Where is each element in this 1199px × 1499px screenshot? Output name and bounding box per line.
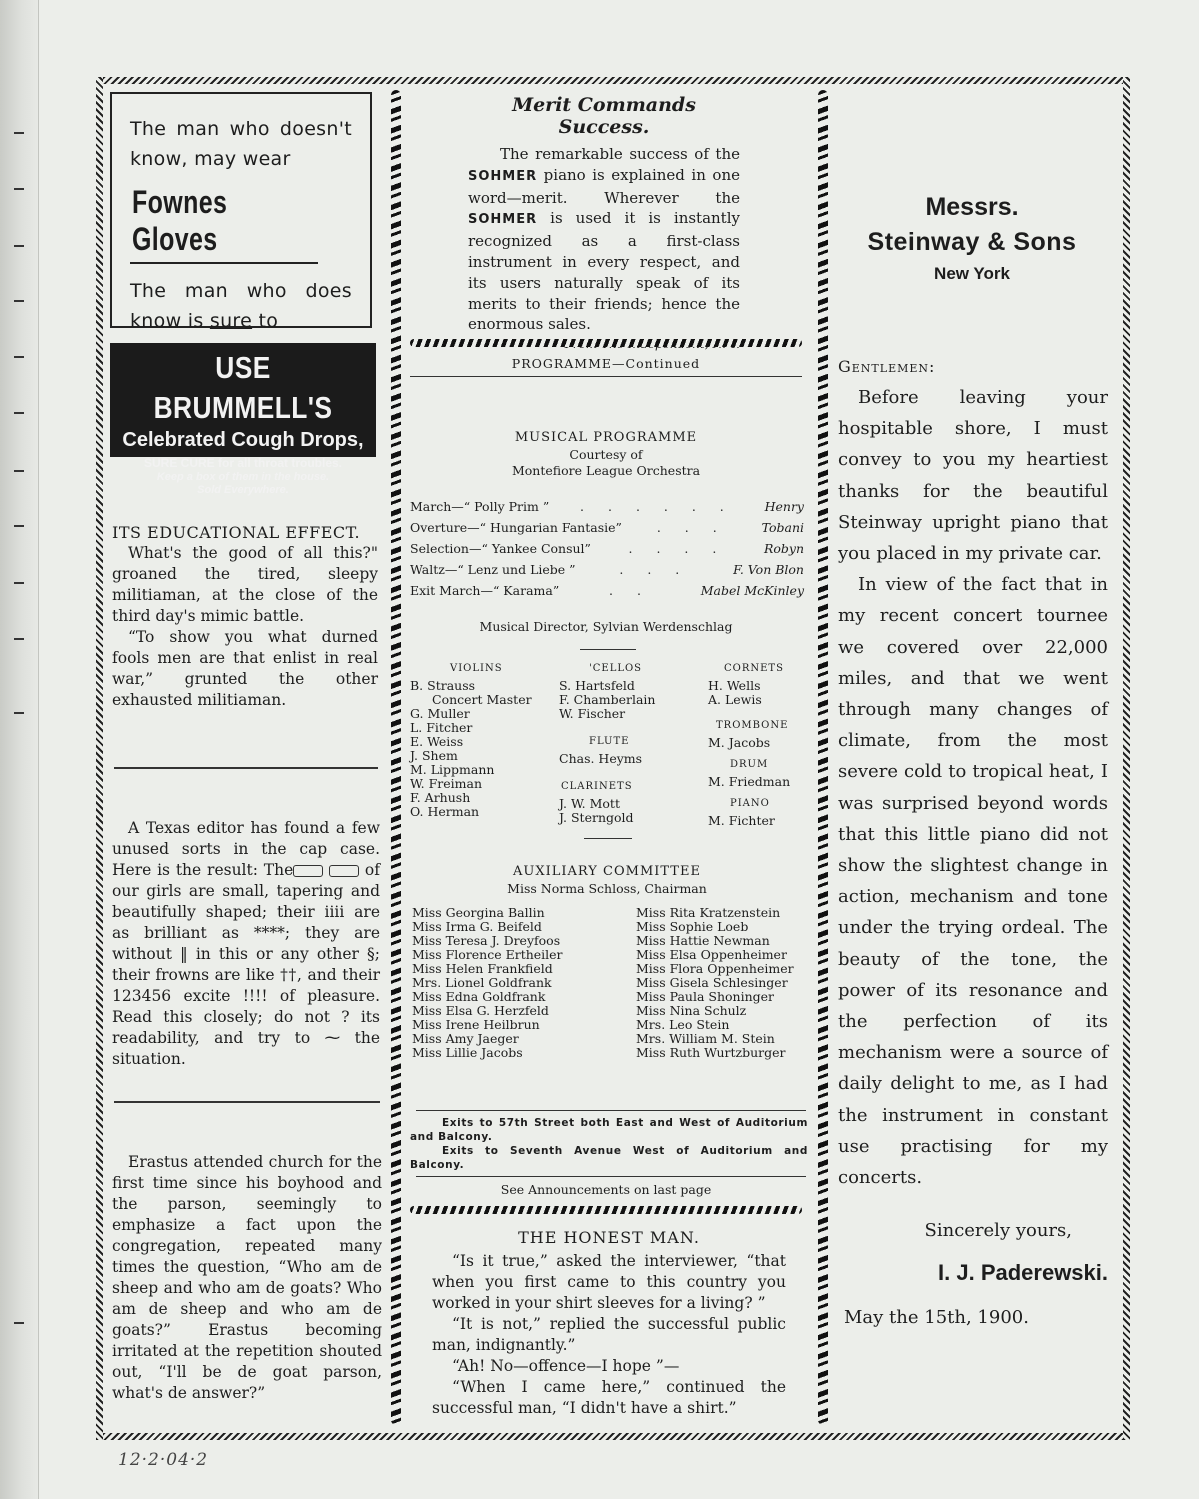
committee-member: Miss Irma G. Beifeld (412, 919, 542, 934)
musician-name: Chas. Heyms (559, 751, 643, 766)
committee-member: Miss Rita Kratzenstein (636, 905, 781, 920)
section-heading: AUXILIARY COMMITTEE (513, 864, 701, 879)
divider (410, 376, 802, 377)
leader-dots: . . . (656, 520, 727, 535)
musician-name: W. Freiman (410, 776, 483, 791)
musician-name: M. Lippmann (410, 762, 495, 777)
divider (416, 1110, 806, 1111)
decorative-wave-divider (410, 1206, 802, 1214)
exits-text: Exits to Seventh Avenue West of Auditorium and Balcony. (410, 1145, 808, 1171)
musician-name: J. Shem (410, 748, 458, 763)
binding-spine (0, 0, 39, 1499)
programme-item (410, 580, 804, 601)
committee-member: Miss Georgina Ballin (412, 905, 545, 920)
binding-mark (14, 638, 24, 640)
letter-paragraph: In view of the fact that in my recent concert tournee we covered over 22,000 miles, and that we went through many changes of climate, from the most severe cold to tropical heat, I was surprised beyond words that this little piano did not show the slightest change in action, mechanism and tone under the trying ordeal. The beauty of the tone, the power of its resonance and the perfection of its mechanism were a source of daily delight to me, as I had the instrument in constant use practising for my concerts. (838, 574, 1108, 1189)
musician-name: F. Arhush (410, 790, 471, 805)
binding-mark (14, 712, 24, 714)
programme-item (410, 517, 804, 538)
divider (114, 767, 378, 769)
instrument-heading: CLARINETS (561, 781, 633, 792)
musician-name: W. Fischer (559, 706, 626, 721)
article-heading: ITS EDUCATIONAL EFFECT. (112, 523, 361, 542)
instrument-heading: CORNETS (724, 663, 784, 674)
pointing-hand-icon (329, 865, 359, 877)
piece-title: Selection—“ Yankee Consul” (410, 541, 591, 556)
committee-member: Miss Sophie Loeb (636, 919, 749, 934)
musician-name: O. Herman (410, 804, 480, 819)
fownes-gloves-ad (110, 92, 372, 332)
pointing-hand-icon (293, 865, 323, 877)
divider (580, 649, 636, 650)
programme-continued: PROGRAMME—Continued (511, 356, 701, 371)
divider (114, 1101, 380, 1103)
binding-mark (14, 356, 24, 358)
musician-name: Concert Master (432, 692, 532, 707)
committee-member: Miss Amy Jaeger (412, 1031, 519, 1046)
ad-title: Steinway & Sons (867, 228, 1077, 256)
fownes-brand-name: Fownes Gloves (132, 184, 228, 257)
programme-item (410, 559, 804, 580)
piece-composer: F. Von Blon (733, 562, 804, 577)
committee-member: Miss Irene Heilbrun (412, 1017, 540, 1032)
musician-name: J. W. Mott (559, 796, 620, 811)
piece-title: March—“ Polly Prim ” (410, 499, 550, 514)
ad-text: know is sure to (130, 310, 279, 332)
handwritten-date-note: 12·2·04·2 (118, 1450, 209, 1470)
committee-member: Mrs. William M. Stein (636, 1031, 775, 1046)
auxiliary-committee-header (410, 864, 804, 897)
programme-list (410, 496, 804, 601)
article-paragraph: “To show you what durned fools men are that enlist in real war,” grunted the other exhausted militiaman. (112, 628, 378, 709)
letter-closing: Sincerely yours, (924, 1220, 1072, 1242)
committee-list-left (412, 906, 632, 1060)
educational-effect-article (112, 522, 378, 711)
texas-editor-article (112, 818, 380, 1070)
paderewski-letter (838, 352, 1108, 1334)
letter-paragraph: Before leaving your hospitable shore, I must convey to you my heartiest thanks for the beautiful Steinway upright piano that you placed in my private car. (838, 387, 1108, 565)
section-text: Courtesy of (569, 447, 643, 462)
musician-name: F. Chamberlain (559, 692, 656, 707)
binding-mark (14, 300, 24, 302)
committee-member: Miss Florence Ertheiler (412, 947, 563, 962)
instrument-heading: 'CELLOS (589, 663, 643, 674)
erastus-article (112, 1152, 382, 1404)
committee-member: Miss Lillie Jacobs (412, 1045, 523, 1060)
committee-member: Miss Elsa Oppenheimer (636, 947, 787, 962)
leader-dots: . . (609, 583, 651, 598)
instrument-heading: PIANO (730, 798, 770, 809)
orchestra-strings-winds (559, 662, 699, 825)
ad-text: The man who does (130, 280, 352, 302)
piece-title: Overture—“ Hungarian Fantasie” (410, 520, 622, 535)
piece-composer: Mabel McKinley (700, 583, 804, 598)
committee-member: Miss Hattie Newman (636, 933, 770, 948)
binding-mark (14, 470, 24, 472)
letter-signature: I. J. Paderewski. (938, 1260, 1108, 1286)
article-paragraph: “Ah! No—offence—I hope ”— (452, 1357, 680, 1375)
committee-member: Miss Paula Shoninger (636, 989, 774, 1004)
frame-border-top (96, 77, 1130, 84)
ad-subtitle: Celebrated Cough Drops, (122, 429, 364, 451)
committee-member: Miss Flora Oppenheimer (636, 961, 794, 976)
programme-item (410, 538, 804, 559)
committee-member: Miss Edna Goldfrank (412, 989, 546, 1004)
musician-name: B. Strauss (410, 678, 476, 693)
ad-text: The man who doesn't (130, 118, 352, 140)
sohmer-piano-ad (468, 94, 740, 351)
article-paragraph: Erastus attended church for the first time since his boyhood and the parson, seemingly to emphasize a fact upon the congregation, repeated many times the question, “Who am de sheep and who am de goats? Who am de sheep and who am de goats?” Erastus becoming irritated at the repetition shouted out, “I'll be de goat parson, what's de answer?” (112, 1153, 382, 1402)
article-paragraph: “It is not,” replied the successful public man, indignantly.” (432, 1315, 786, 1354)
committee-list-right (636, 906, 808, 1060)
instrument-heading: FLUTE (589, 736, 630, 747)
ad-text: Messrs. (925, 193, 1019, 221)
letter-date: May the 15th, 1900. (844, 1307, 1029, 1329)
divider (584, 838, 632, 839)
frame-border-left (96, 77, 103, 1440)
musician-name: M. Jacobs (708, 735, 771, 750)
leader-dots: . . . (619, 562, 690, 577)
frame-border-bottom (96, 1433, 1130, 1440)
frame-border-right (1123, 77, 1130, 1440)
divider (130, 262, 318, 264)
programme-item (410, 496, 804, 517)
committee-member: Miss Gisela Schlesinger (636, 975, 788, 990)
binding-mark (14, 132, 24, 134)
ad-title: Merit Commands Success. (512, 94, 696, 138)
section-text: Miss Norma Schloss, Chairman (507, 881, 707, 896)
instrument-heading: TROMBONE (716, 720, 789, 731)
ad-text: SURE CURE for all throat troubles. (143, 456, 343, 470)
piece-title: Exit March—“ Karama” (410, 583, 560, 598)
tilde-dash-icon: ⁓ (324, 1029, 341, 1047)
piece-composer: Robyn (763, 541, 804, 556)
committee-member: Miss Nina Schulz (636, 1003, 747, 1018)
ad-text: The remarkable success of the SOHMER piano is explained in one word—merit. Wherever the SOHMER is used it is instantly recognized as a first-class instrument in every respect, and its users naturally speak of its merits to their friends; hence the enormous sales. (468, 145, 740, 334)
musician-name: L. Fitcher (410, 720, 473, 735)
leader-dots: . . . . . . (580, 499, 734, 514)
committee-member: Miss Ruth Wurtzburger (636, 1045, 786, 1060)
musician-name: M. Fichter (708, 813, 775, 828)
binding-mark (14, 1322, 24, 1324)
piece-composer: Henry (764, 499, 804, 514)
musician-name: H. Wells (708, 678, 761, 693)
musician-name: S. Hartsfeld (559, 678, 635, 693)
committee-member: Mrs. Leo Stein (636, 1017, 730, 1032)
article-paragraph: A Texas editor has found a few unused sorts in the cap case. Here is the result: The of our girls are small, tapering and beautifully shaped; their iiii are as brilliant as ****; they are without ‖ in this or any other §; their frowns are like ††, and their 123456 excite !!!! of pleasure. Read this closely; do not ? its readability, and try to ⁓ the situation. (112, 819, 380, 1068)
piece-title: Waltz—“ Lenz und Liebe ” (410, 562, 576, 577)
binding-mark (14, 525, 24, 527)
musician-name: A. Lewis (708, 692, 762, 707)
leader-dots: . . . . (628, 541, 727, 556)
column-divider-left (391, 90, 401, 1425)
exits-notice (410, 1116, 808, 1172)
article-paragraph: “When I came here,” continued the successful man, “I didn't have a shirt.” (432, 1378, 786, 1417)
orchestra-violins (410, 662, 550, 819)
musician-name: J. Sterngold (559, 810, 634, 825)
piece-composer: Tobani (761, 520, 804, 535)
article-paragraph: “Is it true,” asked the interviewer, “that when you first came to this country you worked in your shirt sleeves for a living? ” (432, 1252, 786, 1312)
musician-name: E. Weiss (410, 734, 464, 749)
committee-member: Mrs. Lionel Goldfrank (412, 975, 552, 990)
letter-salutation: Gentlemen: (838, 357, 936, 376)
announcements-note: See Announcements on last page (500, 1182, 712, 1197)
ad-text: Keep a box of them in the house. (156, 471, 330, 483)
ad-title: USE BRUMMELL'S (153, 350, 333, 425)
instrument-heading: VIOLINS (450, 663, 503, 674)
ad-text: Sold Everywhere. (197, 484, 289, 496)
honest-man-article (432, 1228, 786, 1419)
musical-programme-header (410, 430, 802, 479)
section-text: Montefiore League Orchestra (511, 463, 701, 478)
committee-member: Miss Elsa G. Herzfeld (412, 1003, 549, 1018)
column-divider-right (818, 90, 828, 1425)
binding-mark (14, 412, 24, 414)
binding-mark (14, 188, 24, 190)
section-heading: MUSICAL PROGRAMME (514, 430, 698, 445)
musician-name: G. Muller (410, 706, 470, 721)
decorative-wave-divider (410, 339, 802, 347)
orchestra-brass-percussion (708, 662, 808, 828)
instrument-heading: DRUM (730, 759, 769, 770)
ad-text: New York (934, 264, 1010, 283)
divider (416, 1176, 806, 1177)
article-heading: THE HONEST MAN. (518, 1228, 700, 1247)
ad-text: know, may wear (130, 148, 291, 170)
musical-director: Musical Director, Sylvian Werdenschlag (479, 619, 733, 634)
brummell-cough-drops-ad (110, 343, 376, 496)
exits-text: Exits to 57th Street both East and West of Auditorium and Balcony. (410, 1117, 808, 1143)
committee-member: Miss Helen Frankfield (412, 961, 553, 976)
steinway-ad-header (836, 190, 1108, 288)
binding-mark (14, 582, 24, 584)
article-paragraph: What's the good of all this?" groaned the tired, sleepy militiaman, at the close of the third day's mimic battle. (112, 544, 378, 625)
binding-mark (14, 245, 24, 247)
musician-name: M. Friedman (708, 774, 791, 789)
committee-member: Miss Teresa J. Dreyfoos (412, 933, 561, 948)
